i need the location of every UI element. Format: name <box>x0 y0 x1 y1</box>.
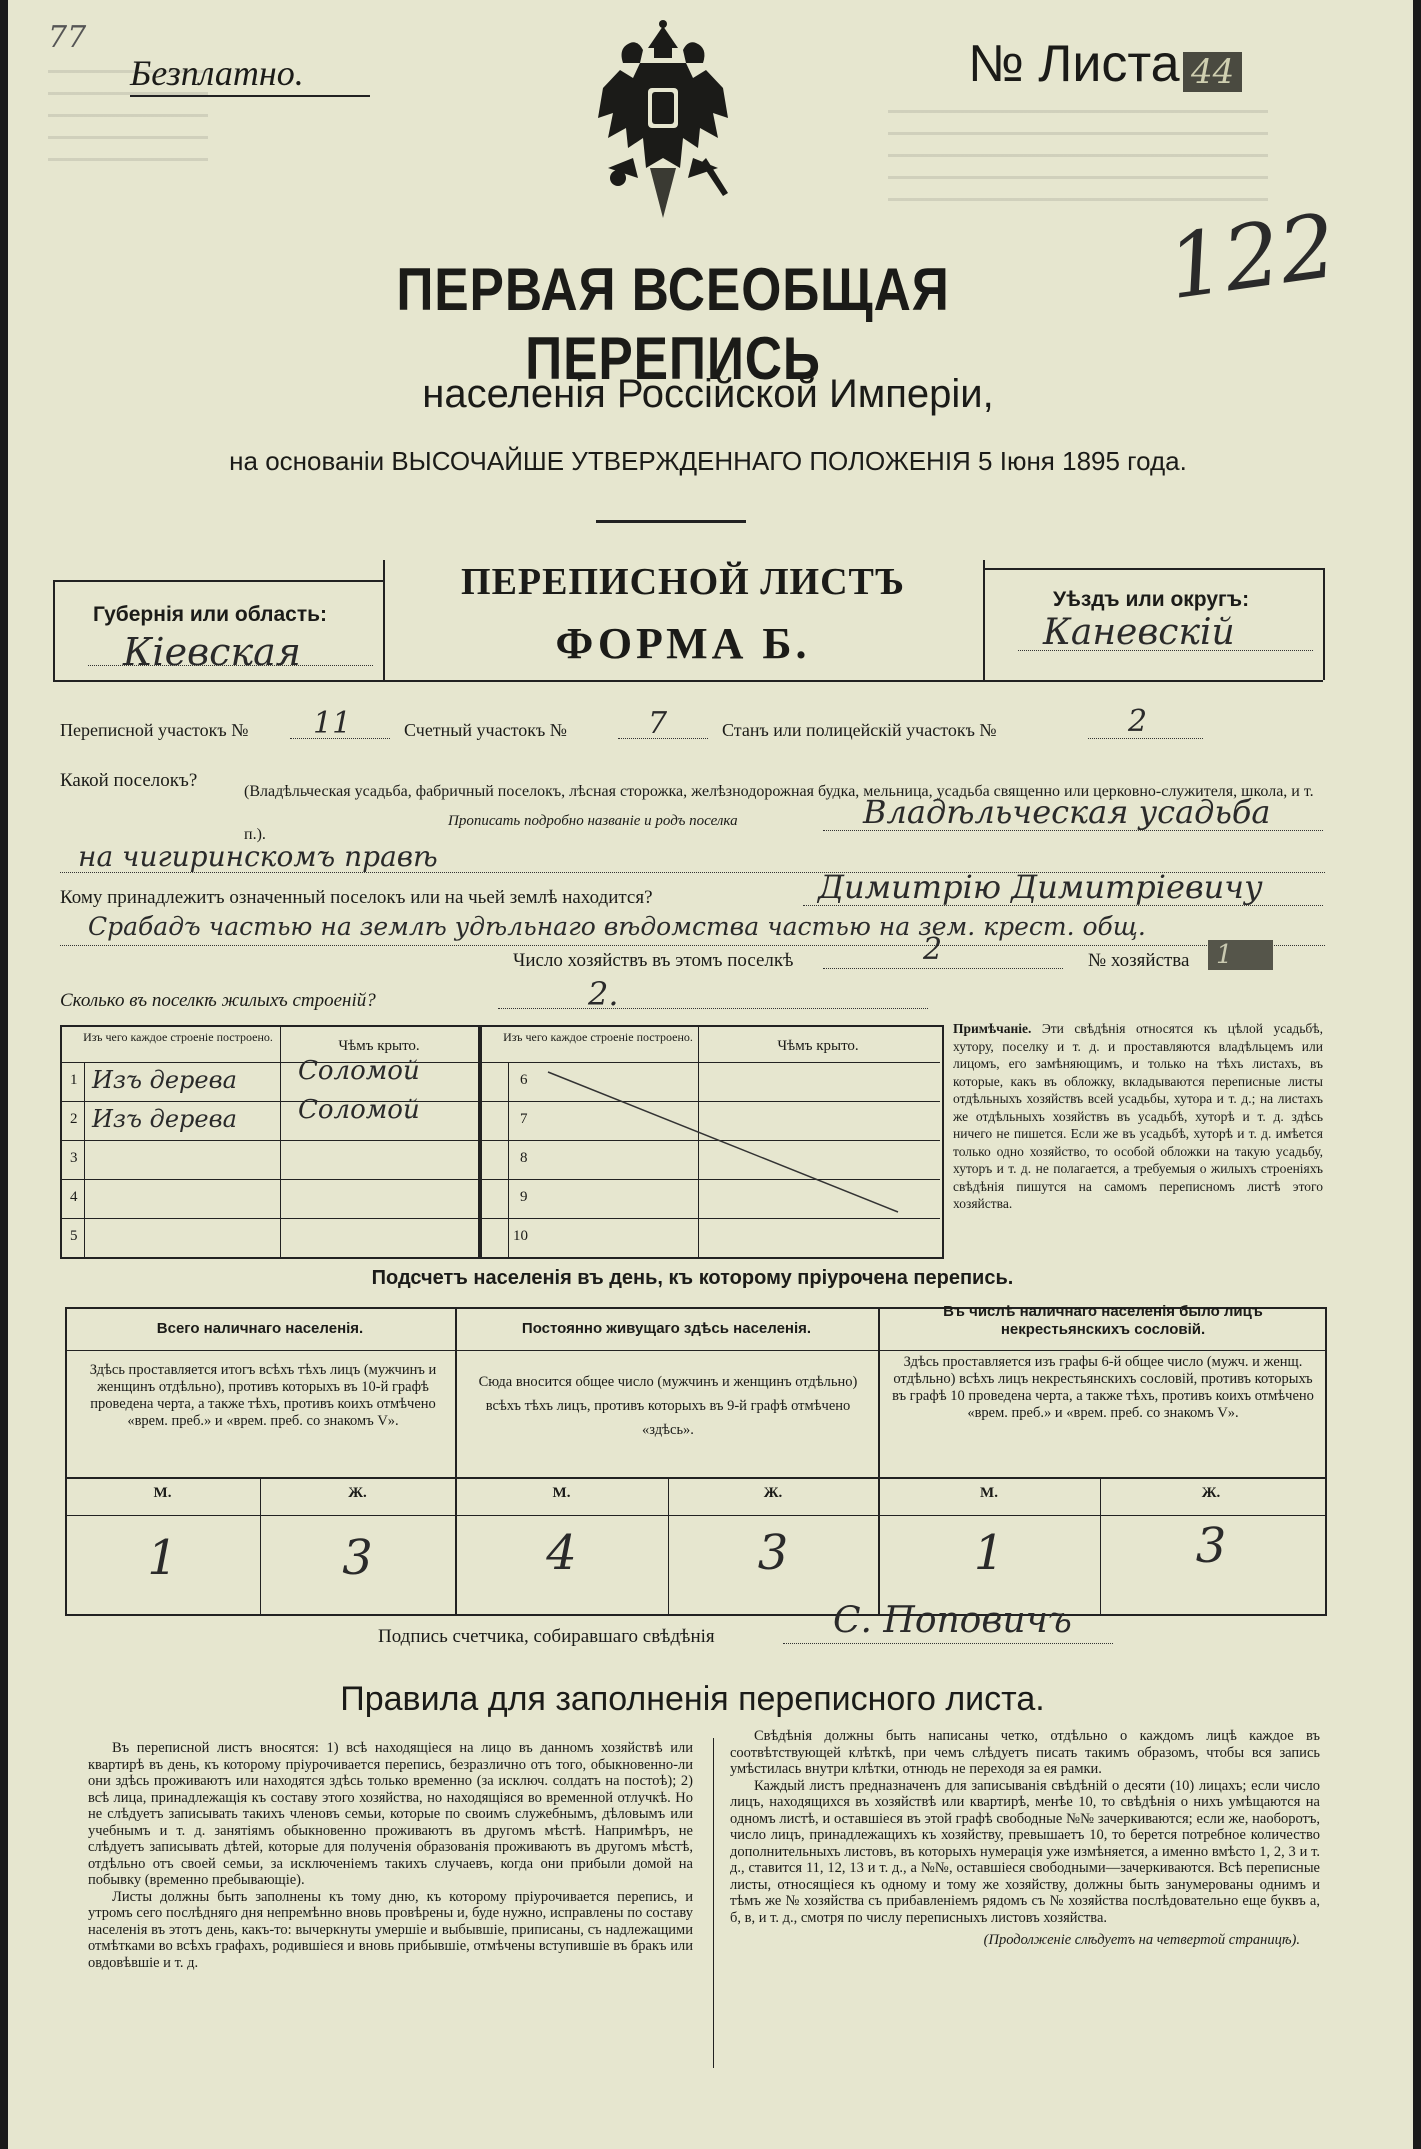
corner-mark: 77 <box>48 20 87 55</box>
col1-title: Всего наличнаго населенія. <box>156 1320 364 1337</box>
rules-continued: (Продолженіе слѣдуетъ на четвертой страницѣ). <box>983 1932 1300 1948</box>
settlement-value-2: на чигиринскомъ правѣ <box>78 840 438 873</box>
f-label-1: Ж. <box>348 1485 367 1501</box>
count-area-value: 7 <box>648 706 668 741</box>
bleed-through-left <box>48 70 208 180</box>
col3-text: Здѣсь проставляется изъ графы 6-й общее число (мужч. и женщ. отдѣльно) всѣхъ лицъ некрестьянскихъ сословій, противъ которыхъ въ графѣ 10 проведена черта, а также тѣхъ, противъ коихъ отмѣчено «врем. преб.» и «врем. преб. со знакомъ V». <box>892 1354 1314 1421</box>
rules-right-p1: Свѣдѣнія должны быть написаны четко, отдѣльно о каждомъ лицѣ каждое въ соотвѣтствующей клѣткѣ, при чемъ слѣдуетъ писать такимъ образомъ, чтобы вся запись умѣстилась внутри клѣтки, отнюдь не переходя за ея рамки. <box>730 1728 1320 1777</box>
households-label: Число хозяйствъ въ этомъ поселкѣ <box>513 950 794 971</box>
census-form-page <box>8 0 1413 2149</box>
province-box-top <box>53 580 383 582</box>
imperial-eagle-emblem <box>588 18 738 233</box>
sheet-title: ПЕРЕПИСНОЙ ЛИСТЪ <box>461 561 905 603</box>
count-area-label: Счетный участокъ № <box>404 720 567 740</box>
page-title: ПЕРВАЯ ВСЕОБЩАЯ ПЕРЕПИСЬ <box>396 256 950 392</box>
rules-left-column <box>88 1740 693 1971</box>
row-material: Изъ дерева <box>92 1105 237 1133</box>
row-number: 9 <box>520 1189 528 1205</box>
police-area-label: Станъ или полицейскій участокъ № <box>722 720 997 740</box>
col-roof-left: Чѣмъ крыто. <box>338 1038 420 1054</box>
settlement-value-1: Владѣльческая усадьба <box>863 793 1271 831</box>
m-label-3: М. <box>980 1485 998 1501</box>
col-material-right: Изъ чего каждое строеніе построено. <box>503 1030 693 1044</box>
row-number: 5 <box>70 1228 78 1244</box>
table-row-divider <box>60 1218 480 1219</box>
pop-value-4: 3 <box>757 1525 789 1581</box>
f-label-2: Ж. <box>763 1485 783 1501</box>
population-heading: Подсчетъ населенія въ день, къ которому пріурочена перепись. <box>371 1267 1014 1289</box>
note-text: Эти свѣдѣнія относятся къ цѣлой усадьбѣ, хутору, поселку и т. д. и проставляются владѣльцемъ или лицомъ, его замѣняющимъ, и только на тѣхъ листахъ, въ которые, какъ въ обложку, вкладываются переписные листы отдѣльныхъ хозяйствъ всей усадьбы, хутора и т. д.; на листахъ же отдѣльныхъ хозяйствъ въ усадьбѣ, хуторѣ и т. д. здѣсь ничего не пишется. Если же въ усадьбѣ, хуторѣ и т. д. имѣется только одно хозяйство, то особой обложки на такую усадьбу, хуторъ и т. д. не полагается, а требуемыя о жилыхъ строеніяхъ свѣдѣнія пишутся на самомъ переписномъ листѣ этого хозяйства. <box>953 1021 1324 1211</box>
row-number: 10 <box>513 1228 528 1244</box>
sheet-no-value: 44 <box>1183 52 1242 92</box>
m-label-2: М. <box>552 1485 571 1501</box>
table-row-divider <box>60 1140 480 1141</box>
row-number: 8 <box>520 1150 528 1166</box>
sheet-no-label: № Листа <box>968 35 1180 93</box>
col2-text: Сюда вносится общее число (мужчинъ и женщинъ отдѣльно) всѣхъ тѣхъ лицъ, противъ которыхъ въ 9-й графѣ отмѣчено «здѣсь». <box>478 1374 858 1438</box>
legal-basis: на основаніи ВЫСОЧАЙШЕ УТВЕРЖДЕННАГО ПОЛОЖЕНІЯ 5 Іюня 1895 года. <box>229 446 1187 476</box>
unused-rows-strike <box>508 1062 938 1257</box>
row-material: Изъ дерева <box>92 1066 237 1094</box>
settlement-label: Какой поселокъ? <box>60 770 198 791</box>
province-box-left <box>53 580 55 680</box>
col3-title: Въ числѣ наличнаго населенія было лицъ некрестьянскихъ сословій. <box>943 1303 1263 1338</box>
census-area-value: 11 <box>313 706 352 741</box>
household-no-label: № хозяйства <box>1088 950 1190 971</box>
free-label: Безплатно. <box>130 53 304 93</box>
rules-right-p2: Каждый листъ предназначенъ для записыванія свѣдѣній о десяти (10) лицахъ; если число лицъ, находящихся въ хозяйствѣ или квартирѣ, менѣе 10, то свѣдѣнія о нихъ умѣщаются на одномъ листѣ, и оставшіеся въ этой графѣ свободные №№ зачеркиваются; если же, наоборотъ, число лицъ, принадлежащихъ къ хозяйству, превышаетъ 10, то берется потребное количество дополнительныхъ листовъ, въ которыхъ нумерація уже измѣняется, а именно вмѣсто 1, 2, 3 и т. д., ставится 11, 12, 13 и т. д., а №№, оставшіеся свободными—зачеркиваются. Всѣ переписные листы, относящіеся къ одному и тому же хозяйству, должны быть занумерованы однимъ и тѣмъ же № хозяйства съ прибавленіемъ рядомъ съ № хозяйства послѣдовательно еще буквъ а, б, в, и т. д., смотря по числу переписныхъ листовъ хозяйства. <box>730 1777 1320 1926</box>
owner-value-1: Димитрію Димитріевичу <box>818 868 1263 906</box>
settlement-instruction: Прописать подробно названіе и родъ поселка <box>448 813 738 829</box>
bleed-through-right <box>888 110 1268 210</box>
col-material-left: Изъ чего каждое строеніе построено. <box>83 1030 273 1044</box>
province-label: Губернія или область: <box>93 603 328 626</box>
form-name: ФОРМА Б. <box>555 619 811 668</box>
rules-left-p1: Въ переписной листъ вносятся: 1) всѣ находящіеся на лицо въ данномъ хозяйствѣ или квартирѣ въ день, къ которому пріурочивается перепись, безразлично отъ того, обыкновенно-ли они здѣсь проживаютъ или находятся здѣсь только временно (за исключ. солдатъ на постоѣ); 2) всѣ лица, принадлежащія къ составу этого хозяйства, но находящіяся во временной отлучкѣ. Но не слѣдуетъ записывать такихъ членовъ семьи, которые по своимъ служебнымъ, дѣловымъ или учебнымъ и т. д. занятіямъ обыкновенно проживаютъ въ другомъ мѣстѣ. Напримѣръ, не слѣдуетъ записывать дѣтей, которые для полученія образованія проживаютъ въ другомъ мѣстѣ, отдѣльно отъ своей семьи, за исключеніемъ такихъ случаевъ, когда они прибыли домой на побывку (временно пребывающіе). <box>88 1740 693 1888</box>
row-roof: Соломой <box>298 1056 420 1086</box>
owner-label: Кому принадлежитъ означенный поселокъ или на чьей землѣ находится? <box>60 887 653 908</box>
district-box-right <box>1323 568 1325 680</box>
district-box-top <box>983 568 1323 570</box>
pop-value-3: 4 <box>546 1525 577 1581</box>
f-label-3: Ж. <box>1201 1485 1221 1501</box>
col-roof-right: Чѣмъ крыто. <box>777 1038 859 1054</box>
pop-value-1: 1 <box>147 1530 178 1586</box>
district-value: Каневскій <box>1043 612 1235 653</box>
row-number: 2 <box>70 1111 78 1127</box>
rules-left-p2: Листы должны быть заполнены къ тому дню, къ которому пріурочивается перепись, и утромъ сего послѣдняго дня непремѣнно вновь провѣрены и, буде нужно, исправлены по составу населенія въ этотъ день, какъ-то: вычеркнуты умершіе и выбывшіе, приписаны, съ надлежащими отмѣтками во всѣхъ графахъ, родившіеся и вновь прибывшіе, отмѣчены вступившіе въ бракъ или овдовѣвшіе и т. д. <box>88 1888 693 1971</box>
district-label: Уѣздъ или округъ: <box>1053 588 1250 611</box>
owner-value-2: Срабадъ частью на землѣ удѣльнаго вѣдомства частью на зем. крест. общ. <box>88 912 1146 941</box>
row-roof: Соломой <box>298 1095 420 1125</box>
province-value: Кіевская <box>123 630 301 674</box>
buildings-table-divider <box>478 1025 482 1257</box>
pop-value-2: 3 <box>342 1530 373 1586</box>
form-header-bottom <box>53 680 1323 682</box>
police-area-value: 2 <box>1128 704 1148 739</box>
note-block <box>953 1020 1323 1213</box>
signature-label: Подпись счетчика, собиравшаго свѣдѣнія <box>378 1626 715 1647</box>
note-title: Примѣчаніе. <box>953 1021 1032 1036</box>
household-no-value: 1 <box>1208 940 1273 970</box>
rules-heading: Правила для заполненія переписного листа. <box>340 1680 1045 1718</box>
row-number: 7 <box>520 1111 528 1127</box>
pop-value-5: 1 <box>973 1525 1005 1581</box>
province-box-right <box>383 560 385 680</box>
col2-title: Постоянно живущаго здѣсь населенія. <box>521 1320 812 1337</box>
buildings-value: 2. <box>588 975 619 1013</box>
row-number: 4 <box>70 1189 78 1205</box>
handwritten-sheet-number: 122 <box>1161 193 1343 320</box>
pop-value-6: 3 <box>1195 1518 1227 1574</box>
row-number: 1 <box>70 1072 78 1088</box>
households-value: 2 <box>923 932 943 967</box>
rules-divider <box>713 1738 714 2068</box>
rules-right-column <box>730 1728 1320 1949</box>
table-row-divider <box>60 1179 480 1180</box>
title-divider <box>596 520 746 523</box>
district-box-left <box>983 560 985 680</box>
row-number: 3 <box>70 1150 78 1166</box>
census-area-label: Переписной участокъ № <box>60 720 249 740</box>
col1-text: Здѣсь проставляется итогъ всѣхъ тѣхъ лицъ (мужчинъ и женщинъ отдѣльно), противъ которыхъ въ 10-й графѣ проведена черта, а также тѣхъ, противъ коихъ отмѣчено «врем. преб.» и «врем. преб. со знакомъ V». <box>89 1362 437 1429</box>
m-label-1: М. <box>153 1485 172 1501</box>
page-subtitle: населенія Россійской Имперіи, <box>422 372 994 416</box>
buildings-label: Сколько въ поселкѣ жилыхъ строеній? <box>60 990 376 1011</box>
signature-value: С. Поповичъ <box>833 1600 1072 1641</box>
row-number: 6 <box>520 1072 528 1088</box>
settlement-hint: (Владѣльческая усадьба, фабричный поселокъ, лѣсная сторожка, желѣзнодорожная будка, мельница, усадьба священно или церковно-служителя, школа, и т. п.). <box>244 783 1314 843</box>
